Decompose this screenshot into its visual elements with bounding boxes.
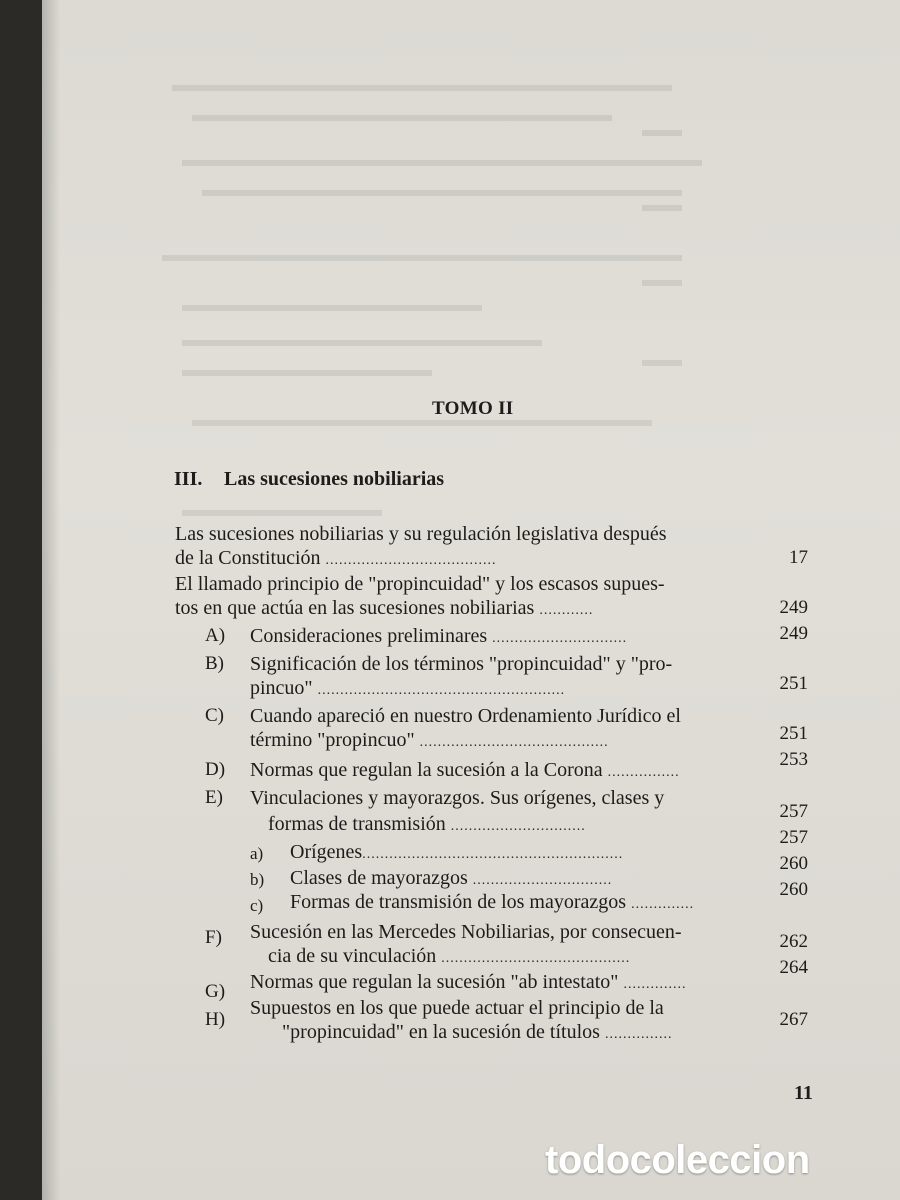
toc-item: [268, 812, 586, 839]
toc-item-label: E): [205, 787, 223, 808]
toc-item: [250, 624, 627, 651]
page-ref: 262: [779, 931, 808, 952]
toc-item: [268, 944, 630, 971]
leader-dots: ..............: [623, 977, 687, 992]
section-number: III.: [174, 468, 203, 490]
section-heading: [174, 468, 444, 491]
leader-dots: ..............................: [492, 631, 628, 646]
leader-dots: ............: [539, 603, 594, 618]
toc-item-text: Clases de mayorazgos: [290, 867, 468, 889]
toc-item-text: pincuo": [250, 677, 313, 699]
toc-item-text: formas de transmisión: [268, 813, 446, 835]
toc-item-text: "propincuidad" en la sucesión de títulos: [282, 1021, 600, 1043]
book-page: [42, 0, 900, 1200]
toc-item-text: Significación de los términos "propincuidad" y "pro-: [250, 653, 673, 675]
toc-entry-text: de la Constitución: [175, 547, 321, 569]
toc-subitem-label: b): [250, 870, 265, 889]
page-ref: 260: [779, 879, 808, 900]
toc-subitem: [290, 840, 623, 867]
toc-entry-line: Las sucesiones nobiliarias y su regulación legislativa después: [175, 523, 667, 545]
page-ref: 253: [779, 749, 808, 770]
leader-dots: ................: [607, 765, 680, 780]
leader-dots: ...............................: [472, 873, 613, 888]
toc-item-text: Normas que regulan la sucesión "ab intestato": [250, 971, 619, 993]
toc-subitem: [290, 890, 694, 917]
page-ref: 249: [779, 623, 808, 644]
toc-entry-line: El llamado principio de "propincuidad" y los escasos supues-: [175, 573, 665, 595]
toc-item: [282, 1020, 672, 1047]
page-ref: 257: [779, 801, 808, 822]
leader-dots: ..........................................: [419, 735, 609, 750]
toc-item-text: Sucesión en las Mercedes Nobiliarias, por consecuen-: [250, 921, 682, 943]
tomo-heading: TOMO II: [432, 398, 514, 419]
page-ref: 267: [779, 1009, 808, 1030]
toc-item-text: cia de su vinculación: [268, 945, 437, 967]
toc-item-text: Consideraciones preliminares: [250, 625, 488, 647]
toc-item: [250, 970, 686, 997]
leader-dots: ..............: [631, 897, 695, 912]
toc-subitem: [290, 866, 612, 893]
toc-item: [250, 676, 565, 703]
page-ref: 260: [779, 853, 808, 874]
toc-item-label: A): [205, 625, 226, 646]
watermark-logo: todocoleccion: [545, 1138, 810, 1182]
toc-subitem-label: a): [250, 844, 264, 863]
toc-item-label: D): [205, 759, 226, 780]
toc-item: [250, 758, 680, 785]
toc-entry-line: [175, 546, 497, 573]
leader-dots: ......................................: [325, 553, 497, 568]
toc-entry-line: [175, 596, 593, 623]
toc-item-text: Supuestos en los que puede actuar el principio de la: [250, 997, 664, 1019]
leader-dots: .......................................................: [317, 683, 566, 698]
page-ref: 251: [779, 723, 808, 744]
toc-item-text: Orígenes: [290, 841, 363, 863]
page-ref: 257: [779, 827, 808, 848]
section-title: Las sucesiones nobiliarias: [224, 468, 445, 490]
toc-item-label: G): [205, 981, 226, 1002]
toc-item-text: Normas que regulan la sucesión a la Corona: [250, 759, 603, 781]
leader-dots: ..........................................................: [362, 847, 624, 862]
page-ref: 264: [779, 957, 808, 978]
toc-item-text: Cuando apareció en nuestro Ordenamiento Jurídico el: [250, 705, 681, 727]
toc-item-label: H): [205, 1009, 226, 1030]
toc-item-label: F): [205, 927, 222, 948]
toc-item-text: término "propincuo": [250, 729, 415, 751]
toc-item-label: B): [205, 653, 224, 674]
toc-item-label: C): [205, 705, 224, 726]
toc-item-text: Formas de transmisión de los mayorazgos: [290, 891, 627, 913]
toc-item: [250, 728, 609, 755]
leader-dots: ...............: [604, 1027, 673, 1042]
page-number: 11: [794, 1082, 813, 1104]
toc-item-text: Vinculaciones y mayorazgos. Sus orígenes, clases y: [250, 787, 665, 809]
page-ref: 17: [789, 547, 808, 568]
leader-dots: ..............................: [450, 819, 586, 834]
page-ref: 249: [779, 597, 808, 618]
leader-dots: ..........................................: [441, 951, 631, 966]
toc-subitem-label: c): [250, 896, 264, 915]
page-ref: 251: [779, 673, 808, 694]
toc-entry-text: tos en que actúa en las sucesiones nobiliarias: [175, 597, 535, 619]
